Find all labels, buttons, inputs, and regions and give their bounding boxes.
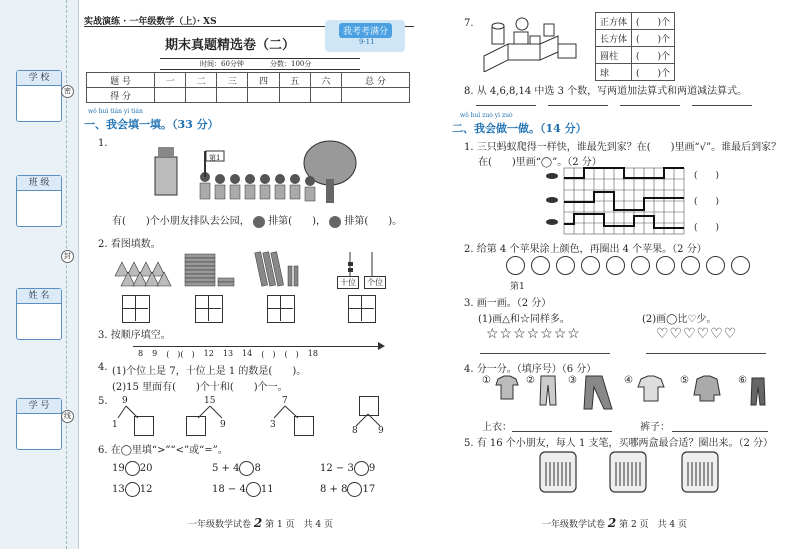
meta-bar bbox=[160, 58, 360, 70]
shape-name: 正方体 bbox=[596, 13, 632, 30]
tops-label: 上衣： bbox=[482, 422, 512, 433]
answer-line[interactable] bbox=[476, 104, 536, 106]
badge bbox=[325, 20, 405, 52]
footer-left bbox=[188, 516, 333, 530]
footer-page: 第 2 页 共 4 页 bbox=[619, 520, 688, 530]
bond-part: 3 bbox=[270, 420, 276, 430]
score-header: 四 bbox=[248, 73, 279, 88]
section2-title: 二、我会做一做。（14 分） bbox=[452, 122, 587, 135]
q5-number: 5. bbox=[98, 396, 108, 407]
q1-number: 1. bbox=[98, 138, 108, 149]
ones-label: 个位 bbox=[364, 276, 386, 289]
student-id-label: 学 号 bbox=[17, 399, 61, 414]
badge-sub: 9·11 bbox=[359, 38, 375, 46]
score-cell[interactable] bbox=[341, 88, 409, 103]
tick-label: 8 bbox=[138, 349, 144, 358]
score-cell[interactable] bbox=[279, 88, 310, 103]
apple-icon[interactable] bbox=[531, 256, 550, 275]
s2q1-line1: 1. 三只蚂蚁爬得一样快，谁最先到家？在( )里画“√”。谁最后到家？ bbox=[464, 142, 782, 153]
score-cell[interactable] bbox=[248, 88, 279, 103]
sweater-icon bbox=[692, 375, 722, 403]
bond-part: 1 bbox=[112, 420, 118, 430]
bond-whole: 15 bbox=[204, 396, 216, 406]
apple-icon[interactable] bbox=[731, 256, 750, 275]
apple-row[interactable] bbox=[506, 256, 750, 275]
ant-answer-blank[interactable]: ( ) bbox=[694, 171, 720, 181]
q1-part-c: 排第( )。 bbox=[344, 216, 403, 227]
apple-icon[interactable] bbox=[506, 256, 525, 275]
seal-mark: 线 bbox=[61, 410, 74, 423]
footer-num: 2 bbox=[253, 516, 263, 530]
q6-heading bbox=[98, 441, 228, 456]
apple-icon[interactable] bbox=[581, 256, 600, 275]
answer-box[interactable] bbox=[294, 416, 314, 436]
q8-text: 8. 从 4,6,8,14 中选 3 个数，写两道加法算式和两道减法算式。 bbox=[464, 86, 748, 97]
q7-number: 7. bbox=[464, 18, 474, 29]
item-number: ② bbox=[526, 375, 535, 386]
compare-left: 18 − 4 bbox=[212, 484, 246, 495]
score-cell[interactable] bbox=[186, 88, 217, 103]
class-field[interactable] bbox=[16, 175, 62, 227]
footer-title: 一年级数学试卷 bbox=[188, 520, 252, 530]
ant-maze-grid bbox=[540, 166, 690, 236]
bond-whole: 7 bbox=[282, 396, 288, 406]
student-id-field[interactable] bbox=[16, 398, 62, 450]
apple-icon[interactable] bbox=[606, 256, 625, 275]
answer-line[interactable] bbox=[692, 104, 752, 106]
compare-left: 19 bbox=[112, 463, 125, 474]
answer-box[interactable] bbox=[134, 416, 154, 436]
compare-circle[interactable] bbox=[125, 482, 140, 497]
footer-num: 2 bbox=[607, 516, 617, 530]
ant-answer-blank[interactable]: ( ) bbox=[694, 223, 720, 233]
binding-line bbox=[66, 0, 68, 549]
flag-label: 第1 bbox=[209, 154, 221, 162]
bond-part: 9 bbox=[220, 420, 226, 430]
number-line-ticks bbox=[138, 349, 318, 360]
apple-icon[interactable] bbox=[706, 256, 725, 275]
compare-right: 20 bbox=[139, 463, 153, 474]
q6-number: 6. bbox=[98, 445, 108, 456]
tick-label: 13 bbox=[222, 349, 234, 358]
s2q3-part-a: (1)画△和☆同样多。 bbox=[478, 314, 570, 325]
compare-right: 9 bbox=[368, 463, 376, 474]
tops-answer-line[interactable] bbox=[512, 430, 612, 432]
score-row-label: 得 分 bbox=[87, 88, 155, 103]
total-score: 分数：100分 bbox=[270, 60, 312, 68]
drawing-line[interactable] bbox=[646, 352, 766, 354]
score-header: 五 bbox=[279, 73, 310, 88]
tick-label: 9 bbox=[152, 349, 158, 358]
pants-label: 裤子： bbox=[640, 422, 670, 433]
number-line bbox=[133, 346, 383, 347]
q1-part-b: 排第( )， bbox=[268, 216, 326, 227]
s2q4-text: 4. 分一分。（填序号）（6 分） bbox=[464, 364, 597, 375]
tens-label: 十位 bbox=[337, 276, 359, 289]
score-cell[interactable] bbox=[310, 88, 341, 103]
score-cell[interactable] bbox=[155, 88, 186, 103]
compare-circle[interactable] bbox=[125, 461, 140, 476]
time-limit: 时间：60分钟 bbox=[200, 60, 244, 68]
q2-number: 2. bbox=[98, 239, 108, 250]
answer-box[interactable] bbox=[186, 416, 206, 436]
tick-label: 12 bbox=[203, 349, 214, 358]
bond-whole: 9 bbox=[122, 396, 128, 406]
compare-left: 8 + 8 bbox=[320, 484, 348, 495]
shape-count-blank[interactable]: ( )个 bbox=[632, 64, 675, 81]
s2q3-part-b: (2)画◯比♡少。 bbox=[642, 314, 717, 325]
score-header: 总 分 bbox=[341, 73, 409, 88]
shape-name: 球 bbox=[596, 64, 632, 81]
arrow-icon bbox=[378, 342, 385, 350]
tshirt-icon bbox=[494, 375, 520, 401]
compare-circle[interactable] bbox=[246, 482, 261, 497]
tick-label[interactable]: ( )( ) bbox=[166, 350, 195, 359]
exam-title: 期末真题精选卷（二） bbox=[165, 38, 296, 53]
answer-box[interactable] bbox=[359, 396, 379, 416]
compare-circle[interactable] bbox=[347, 482, 362, 497]
tick-label[interactable]: ( ) bbox=[284, 350, 299, 359]
footer-page: 第 1 页 共 4 页 bbox=[265, 520, 334, 530]
bond-part: 8 bbox=[352, 426, 358, 436]
s2q5-text: 5. 有 16 个小朋友，每人 1 支笔，买哪两盒最合适？圈出来。（2 分） bbox=[464, 438, 774, 449]
series-title: 实战演练 · 一年级数学（上）· XS bbox=[84, 17, 217, 27]
queue-illustration bbox=[150, 135, 360, 207]
item-number: ④ bbox=[624, 375, 633, 386]
section1-title: 一、我会填一填。（33 分） bbox=[84, 118, 219, 131]
q6-text: 在◯里填“>”“<”或“=”。 bbox=[110, 445, 228, 456]
compare-left: 5 + 4 bbox=[212, 463, 240, 474]
blocks-illustration bbox=[480, 14, 580, 72]
section1-pinyin: wǒ huì tián yi tián bbox=[88, 108, 143, 115]
bond-part: 9 bbox=[378, 426, 384, 436]
heart-row: ♡♡♡♡♡♡ bbox=[656, 326, 738, 342]
answer-line[interactable] bbox=[548, 104, 608, 106]
compare-left: 13 bbox=[112, 484, 125, 495]
compare-left: 12 − 3 bbox=[320, 463, 354, 474]
seal-mark: 密 bbox=[61, 85, 74, 98]
pencil-boxes bbox=[536, 448, 736, 498]
q4-line2: (2)15 里面有( )个十和( )个一。 bbox=[112, 382, 288, 393]
apple-icon[interactable] bbox=[631, 256, 650, 275]
item-number: ⑥ bbox=[738, 375, 747, 386]
q4-line1: (1)个位上是 7，十位上是 1 的数是( )。 bbox=[112, 366, 307, 377]
answer-line[interactable] bbox=[620, 104, 680, 106]
q3-text: 按顺序填空。 bbox=[110, 330, 171, 341]
clothes-row bbox=[482, 375, 782, 415]
seal-mark: 封 bbox=[61, 250, 74, 263]
apple-icon[interactable] bbox=[656, 256, 675, 275]
q1-text bbox=[112, 212, 402, 228]
star-row: ☆☆☆☆☆☆☆ bbox=[486, 326, 581, 342]
name-field[interactable] bbox=[16, 288, 62, 340]
tick-label: 14 bbox=[242, 349, 253, 358]
drawing-line[interactable] bbox=[480, 352, 610, 354]
number-bonds bbox=[110, 396, 400, 440]
name-label: 姓 名 bbox=[17, 289, 61, 304]
item-number: ⑤ bbox=[680, 375, 689, 386]
score-header: 二 bbox=[186, 73, 217, 88]
apple-icon[interactable] bbox=[681, 256, 700, 275]
footer-right bbox=[542, 516, 687, 530]
compare-circle[interactable] bbox=[239, 461, 254, 476]
compare-right: 8 bbox=[254, 463, 261, 474]
ant-answer-blank[interactable]: ( ) bbox=[694, 197, 720, 207]
pants-answer-line[interactable] bbox=[672, 430, 768, 432]
school-field[interactable] bbox=[16, 70, 62, 122]
tick-label: 18 bbox=[307, 349, 318, 358]
section2-pinyin: wǒ huì zuò yi zuò bbox=[460, 112, 513, 119]
class-label: 班 级 bbox=[17, 176, 61, 191]
s2q2-text: 2. 给第 4 个苹果涂上颜色，再圈出 4 个苹果。（2 分） bbox=[464, 244, 707, 255]
pants-icon bbox=[538, 375, 558, 407]
score-header: 三 bbox=[217, 73, 248, 88]
q3-number: 3. bbox=[98, 330, 108, 341]
score-table bbox=[86, 72, 410, 103]
shape-count-table bbox=[595, 12, 675, 81]
score-cell[interactable] bbox=[217, 88, 248, 103]
compare-right: 12 bbox=[139, 484, 153, 495]
q1-part-a: 有( )个小朋友排队去公园， bbox=[112, 216, 250, 227]
shirt-icon bbox=[636, 375, 666, 403]
child-icon bbox=[329, 216, 341, 228]
compare-circle[interactable] bbox=[354, 461, 369, 476]
compare-right: 17 bbox=[362, 484, 376, 495]
shape-count-blank[interactable]: ( )个 bbox=[632, 47, 675, 64]
footer-title: 一年级数学试卷 bbox=[542, 520, 606, 530]
item-number: ① bbox=[482, 375, 491, 386]
score-header: 一 bbox=[155, 73, 186, 88]
item-number: ③ bbox=[568, 375, 577, 386]
score-header: 题 号 bbox=[87, 73, 155, 88]
q2-text: 看图填数。 bbox=[110, 239, 161, 250]
compare-right: 11 bbox=[260, 484, 274, 495]
school-label: 学 校 bbox=[17, 71, 61, 86]
score-header: 六 bbox=[310, 73, 341, 88]
shorts-icon bbox=[750, 377, 766, 407]
apple-first-label: 第1 bbox=[510, 282, 525, 292]
s2q3-text: 3. 画一画。（2 分） bbox=[464, 298, 552, 309]
long-pants-icon bbox=[580, 375, 614, 411]
shape-name: 长方体 bbox=[596, 30, 632, 47]
s2q1-line2: 在( )里画“◯”。（2 分） bbox=[478, 157, 602, 168]
shape-count-blank[interactable]: ( )个 bbox=[632, 30, 675, 47]
q3-heading bbox=[98, 326, 171, 341]
tick-label[interactable]: ( ) bbox=[261, 350, 276, 359]
q4-number: 4. bbox=[98, 362, 108, 373]
badge-text: 我考考满分 bbox=[339, 23, 392, 38]
shape-count-blank[interactable]: ( )个 bbox=[632, 13, 675, 30]
apple-icon[interactable] bbox=[556, 256, 575, 275]
shape-name: 圆柱 bbox=[596, 47, 632, 64]
child-icon bbox=[253, 216, 265, 228]
